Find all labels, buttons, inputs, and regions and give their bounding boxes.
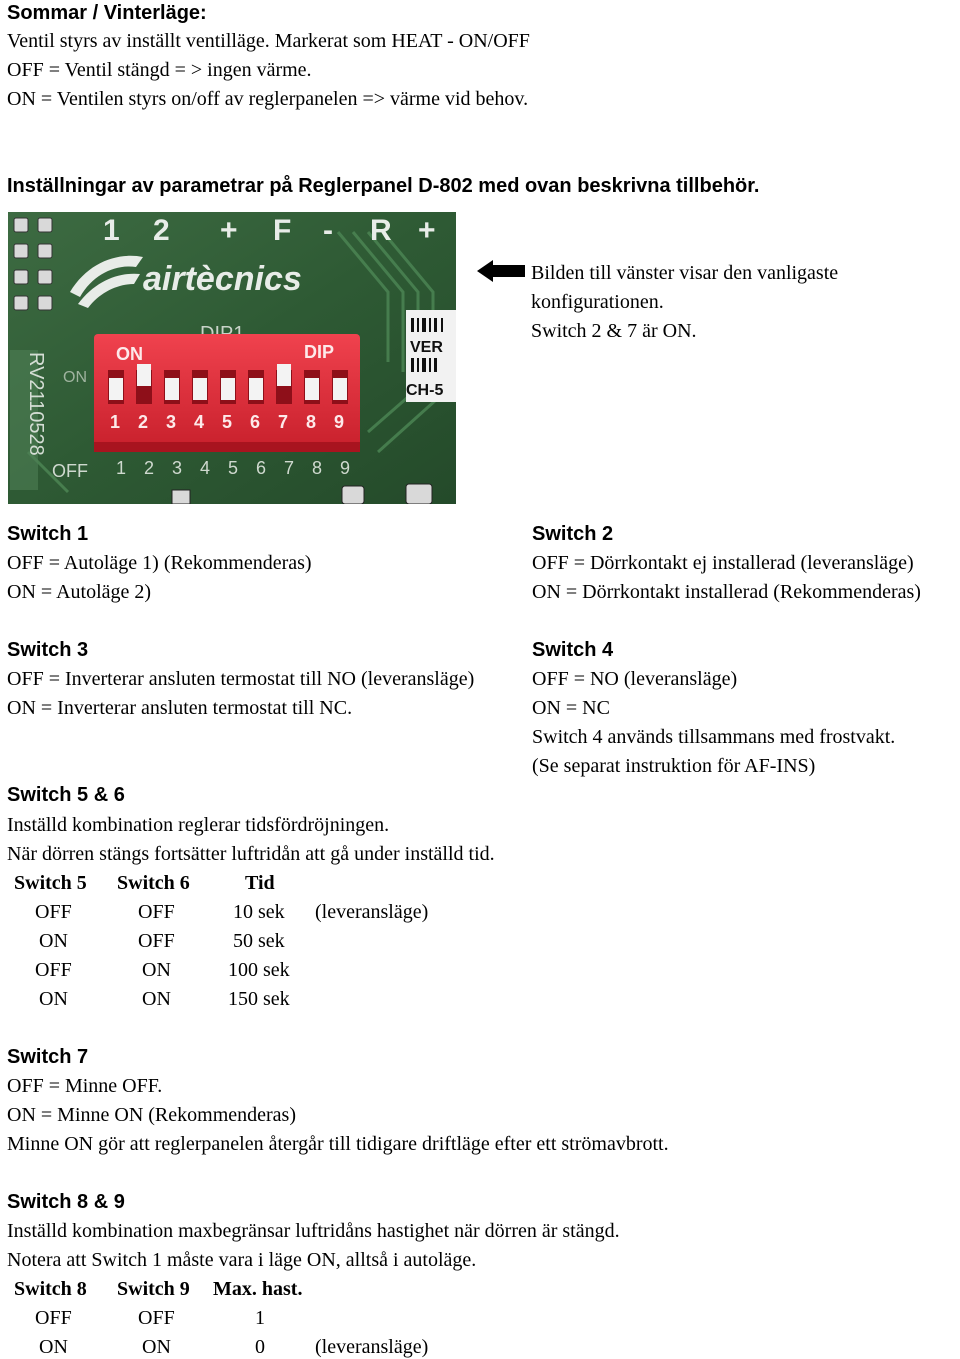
season-line: ON = Ventilen styrs on/off av reglerpanelen => värme vid behov. <box>7 88 529 110</box>
caption-line: Switch 2 & 7 är ON. <box>531 320 697 342</box>
ver-label: VER <box>410 339 443 356</box>
arrow-left-icon <box>477 260 525 282</box>
board-number: 5 <box>228 458 239 478</box>
table-cell: 1 <box>255 1307 265 1329</box>
ch-label: CH-5 <box>406 382 444 399</box>
season-heading: Sommar / Vinterläge: <box>7 2 207 24</box>
table-cell: ON <box>39 1336 68 1358</box>
dip-lever <box>137 364 151 386</box>
dip-switch <box>94 334 360 452</box>
params-heading: Inställningar av parametrar på Reglerpanel D-802 med ovan beskrivna tillbehör. <box>7 175 760 197</box>
table-header: Switch 5 <box>14 872 87 894</box>
switch7-line: Minne ON gör att reglerpanelen återgår till tidigare driftläge efter ett strömavbrott. <box>7 1133 669 1155</box>
board-number: 2 <box>144 458 155 478</box>
table-cell: OFF <box>138 1307 175 1329</box>
board-number: 6 <box>256 458 267 478</box>
table-cell: (leveransläge) <box>315 901 429 923</box>
dip-number: 3 <box>166 412 177 432</box>
table-cell: 100 sek <box>228 959 290 981</box>
switch7-line: OFF = Minne OFF. <box>7 1075 163 1097</box>
switch1-title: Switch 1 <box>7 523 89 545</box>
board-number: 7 <box>284 458 295 478</box>
dip-lever <box>249 378 263 400</box>
dip-lever <box>333 378 347 400</box>
switch7-title: Switch 7 <box>7 1046 89 1068</box>
dip-number: 6 <box>250 412 261 432</box>
dip-lever <box>221 378 235 400</box>
switch89-line: Notera att Switch 1 måste vara i läge ON, alltså i autoläge. <box>7 1249 477 1271</box>
dip-on-label: ON <box>116 344 143 364</box>
switch2-title: Switch 2 <box>532 523 614 545</box>
dip-lever <box>109 378 123 400</box>
switch1-line: ON = Autoläge 2) <box>7 581 152 603</box>
table-cell: OFF <box>138 901 175 923</box>
dip-number: 8 <box>306 412 317 432</box>
table-cell: 10 sek <box>233 901 285 923</box>
table-header: Switch 9 <box>117 1278 190 1300</box>
terminal-label: R <box>370 214 392 247</box>
caption-line: Bilden till vänster visar den vanligaste <box>531 262 839 284</box>
board-number: 8 <box>312 458 323 478</box>
dip-number: 5 <box>222 412 233 432</box>
dip-number: 9 <box>334 412 345 432</box>
switch3-title: Switch 3 <box>7 639 89 661</box>
switch3-line: ON = Inverterar ansluten termostat till NC. <box>7 697 353 719</box>
switch56-line: När dörren stängs fortsätter luftridån att gå under inställd tid. <box>7 843 495 865</box>
dip-lever <box>193 378 207 400</box>
table-cell: ON <box>39 988 68 1010</box>
dip-brand-label: DIP <box>304 342 335 362</box>
board-number: 3 <box>172 458 183 478</box>
table-cell: OFF <box>35 959 72 981</box>
table-cell: 150 sek <box>228 988 290 1010</box>
dip-number: 2 <box>138 412 149 432</box>
terminal-label: - <box>323 214 333 247</box>
caption-line: konfigurationen. <box>531 291 664 313</box>
off-label: OFF <box>52 461 88 481</box>
switch1-line: OFF = Autoläge 1) (Rekommenderas) <box>7 552 312 574</box>
switch2-line: ON = Dörrkontakt installerad (Rekommenderas) <box>532 581 921 603</box>
table-cell: OFF <box>138 930 175 952</box>
table-header: Switch 8 <box>14 1278 87 1300</box>
switch4-line: Switch 4 används tillsammans med frostvakt. <box>532 726 896 748</box>
dip-lever <box>165 378 179 400</box>
table-cell: ON <box>142 988 171 1010</box>
switch56-title: Switch 5 & 6 <box>7 784 125 806</box>
season-line: Ventil styrs av inställt ventilläge. Markerat som HEAT - ON/OFF <box>7 30 530 52</box>
table-header: Tid <box>245 872 275 894</box>
switch7-line: ON = Minne ON (Rekommenderas) <box>7 1104 296 1126</box>
terminal-label: F <box>273 214 292 247</box>
terminal-label: 2 <box>153 214 170 247</box>
switch4-line: OFF = NO (leveransläge) <box>532 668 738 690</box>
dip-number: 1 <box>110 412 121 432</box>
table-header: Switch 6 <box>117 872 190 894</box>
terminal-label: + <box>418 214 436 247</box>
table-cell: 0 <box>255 1336 265 1358</box>
switch2-line: OFF = Dörrkontakt ej installerad (leveransläge) <box>532 552 914 574</box>
table-cell: OFF <box>35 901 72 923</box>
switch4-line: (Se separat instruktion för AF-INS) <box>532 755 816 777</box>
table-cell: 50 sek <box>233 930 285 952</box>
board-number: 9 <box>340 458 351 478</box>
table-cell: ON <box>142 1336 171 1358</box>
dip-lever <box>305 378 319 400</box>
dip-number: 7 <box>278 412 289 432</box>
serial-number: RV2110528 <box>25 352 47 456</box>
table-cell: OFF <box>35 1307 72 1329</box>
switch4-line: ON = NC <box>532 697 610 719</box>
season-line: OFF = Ventil stängd = > ingen värme. <box>7 59 312 81</box>
terminal-label: 1 <box>103 214 120 247</box>
switch56-line: Inställd kombination reglerar tidsfördröjningen. <box>7 814 390 836</box>
table-cell: (leveransläge) <box>315 1336 429 1358</box>
switch89-title: Switch 8 & 9 <box>7 1191 125 1213</box>
board-number: 4 <box>200 458 211 478</box>
terminal-label: + <box>220 214 238 247</box>
dip-lever <box>277 364 291 386</box>
table-header: Max. hast. <box>213 1278 303 1300</box>
board-photo <box>8 212 456 504</box>
on-small-label: ON <box>63 369 87 386</box>
brand-text: airtècnics <box>143 260 302 298</box>
table-cell: ON <box>39 930 68 952</box>
switch4-title: Switch 4 <box>532 639 614 661</box>
table-cell: ON <box>142 959 171 981</box>
switch3-line: OFF = Inverterar ansluten termostat till NO (leveransläge) <box>7 668 475 690</box>
switch89-line: Inställd kombination maxbegränsar luftridåns hastighet när dörren är stängd. <box>7 1220 620 1242</box>
dip-number: 4 <box>194 412 205 432</box>
board-number: 1 <box>116 458 127 478</box>
